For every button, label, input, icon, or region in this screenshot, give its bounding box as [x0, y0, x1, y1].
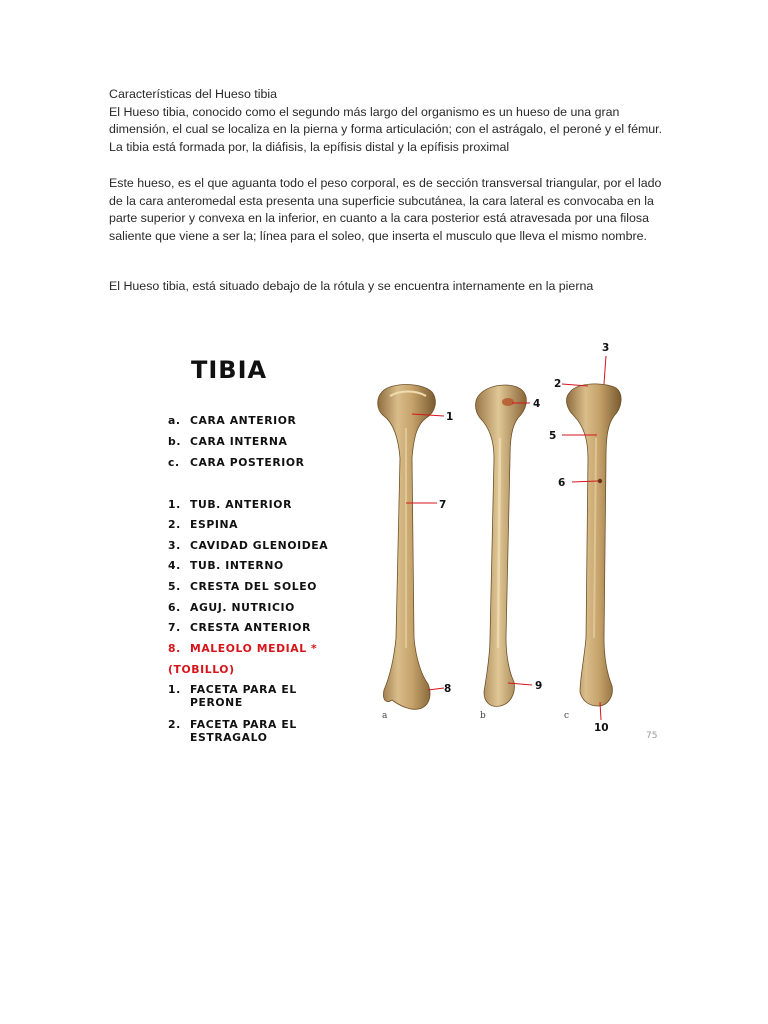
tibia-illustration — [160, 338, 660, 748]
legend-key: c. — [168, 456, 180, 469]
callout-5: 5 — [549, 430, 557, 442]
legend-key: 7. — [168, 621, 181, 634]
legend-label: TUB. ANTERIOR — [190, 498, 292, 511]
callout-9: 9 — [535, 680, 543, 692]
text-section-intro — [109, 86, 669, 156]
legend-label: FACETA PARA EL ESTRAGALO — [190, 718, 297, 744]
callout-3: 3 — [602, 342, 610, 354]
tibia-figure — [160, 338, 660, 748]
paragraph-intro: El Hueso tibia, conocido como el segundo más largo del organismo es un hueso de una gran dimensión, el cual se localiza en la pierna y forma articulación; con el astrágalo, el peroné y el fémur. La tibia está formada por, la diáfisis, la epífisis distal y la epífisis proximal — [109, 104, 663, 154]
legend-label: FACETA PARA EL PERONE — [190, 683, 297, 709]
legend-key: 6. — [168, 601, 181, 614]
callout-line-3 — [604, 356, 606, 384]
callout-4: 4 — [533, 398, 541, 410]
text-section-location — [109, 278, 669, 296]
legend-label: CARA POSTERIOR — [190, 456, 305, 469]
legend-key: a. — [168, 414, 181, 427]
legend-label: (TOBILLO) — [168, 663, 235, 676]
legend-label: CARA ANTERIOR — [190, 414, 297, 427]
legend-key: 1. — [168, 498, 181, 511]
callout-7: 7 — [439, 499, 447, 511]
legend-key: 8. — [168, 642, 181, 655]
legend-key: 2. — [168, 518, 181, 531]
legend-key: 4. — [168, 559, 181, 572]
legend-label: TUB. INTERNO — [190, 559, 284, 572]
tibia-view-internal — [476, 385, 527, 706]
legend-label: AGUJ. NUTRICIO — [190, 601, 295, 614]
tibia-view-posterior — [567, 384, 622, 706]
legend-label: MALEOLO MEDIAL * — [190, 642, 318, 655]
callout-1: 1 — [446, 411, 454, 423]
text-section-shape — [109, 175, 669, 245]
legend-label: CRESTA DEL SOLEO — [190, 580, 317, 593]
legend-label: ESPINA — [190, 518, 239, 531]
legend-label: CRESTA ANTERIOR — [190, 621, 311, 634]
paragraph-shape: Este hueso, es el que aguanta todo el peso corporal, es de sección transversal triangular, por el lado de la cara anteromedal esta presenta una superficie subcutánea, la cara lateral es convocaba en la parte superior y convexa en la inferior, en cuanto a la cara posterior está atravesada por una filosa saliente que viene a ser la; línea para el soleo, que inserta el musculo que lleva el mismo nombre. — [109, 176, 662, 243]
figure-title: TIBIA — [191, 356, 268, 384]
legend-key: b. — [168, 435, 182, 448]
figure-page-number: 75 — [646, 731, 658, 741]
view-letter-a: a — [382, 711, 388, 721]
legend-label: CAVIDAD GLENOIDEA — [190, 539, 329, 552]
callout-10: 10 — [594, 722, 609, 734]
tibia-view-anterior — [378, 385, 436, 710]
legend-key: 1. — [168, 683, 181, 696]
legend-key: 3. — [168, 539, 181, 552]
paragraph-location: El Hueso tibia, está situado debajo de la rótula y se encuentra internamente en la pierna — [109, 279, 594, 293]
legend-label: CARA INTERNA — [190, 435, 288, 448]
section-title: Características del Hueso tibia — [109, 87, 278, 101]
callout-line-8 — [428, 688, 444, 690]
legend-key: 5. — [168, 580, 181, 593]
view-letter-c: c — [564, 711, 570, 721]
callout-2: 2 — [554, 378, 562, 390]
view-letter-b: b — [480, 711, 486, 721]
callout-6: 6 — [558, 477, 566, 489]
legend-key: 2. — [168, 718, 181, 731]
callout-8: 8 — [444, 683, 452, 695]
